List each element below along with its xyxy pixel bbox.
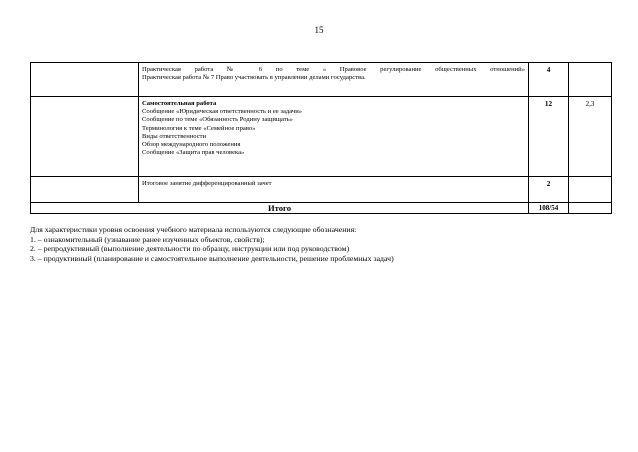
- level-legend: [30, 225, 620, 263]
- legend-item: 2. – репродуктивный (выполнение деятельности по образцу, инструкции или под руководством): [30, 244, 350, 254]
- section-cell: [31, 177, 139, 203]
- content-line: Обзор международного положения: [142, 141, 241, 149]
- content-line: Сообщение по теме «Обязанность Родину защищать»: [142, 116, 293, 124]
- level-cell: [569, 63, 612, 97]
- table-row: [31, 63, 612, 97]
- page-number: 15: [314, 25, 324, 35]
- content-line: Сообщение «Юридическая ответственность и ее задачи»: [142, 108, 303, 116]
- curriculum-table: [30, 62, 612, 214]
- level-cell: [569, 177, 612, 203]
- hours-cell: 12: [529, 97, 569, 177]
- legend-intro: Для характеристики уровня освоения учебного материала используются следующие обозначения:: [30, 225, 357, 234]
- table-row: [31, 177, 612, 203]
- total-level-cell: [569, 203, 612, 214]
- legend-item: 1. – ознакомительный (узнавание ранее изученных объектов, свойств);: [30, 234, 265, 244]
- content-cell: [139, 63, 529, 97]
- content-line: Терминология к теме «Семейное право»: [142, 124, 256, 132]
- content-line: Сообщение «Защита прав человека»: [142, 149, 245, 157]
- content-line: Итоговое занятие дифференцированный зачет: [142, 180, 272, 187]
- content-cell: [139, 97, 529, 177]
- hours-cell: 4: [529, 63, 569, 97]
- content-heading: Самостоятельная работа: [142, 100, 217, 107]
- total-label: Итого: [31, 203, 529, 214]
- section-cell: [31, 97, 139, 177]
- level-cell: 2,3: [569, 97, 612, 177]
- legend-item: 3. – продуктивный (планирование и самостоятельное выполнение деятельности, решение проблемных задач): [30, 253, 394, 263]
- content-line: Практическая работа № 7 Право участвовать в управлении делами государства.: [142, 74, 366, 82]
- table-row: [31, 97, 612, 177]
- total-hours: 108/54: [529, 203, 569, 214]
- hours-cell: 2: [529, 177, 569, 203]
- content-line: Практическая работа № 6 по теме « Правовое регулирование общественных отношений»: [142, 66, 525, 73]
- content-cell: [139, 177, 529, 203]
- section-cell: [31, 63, 139, 97]
- content-line: Виды ответственности: [142, 132, 207, 140]
- total-row: [31, 203, 612, 214]
